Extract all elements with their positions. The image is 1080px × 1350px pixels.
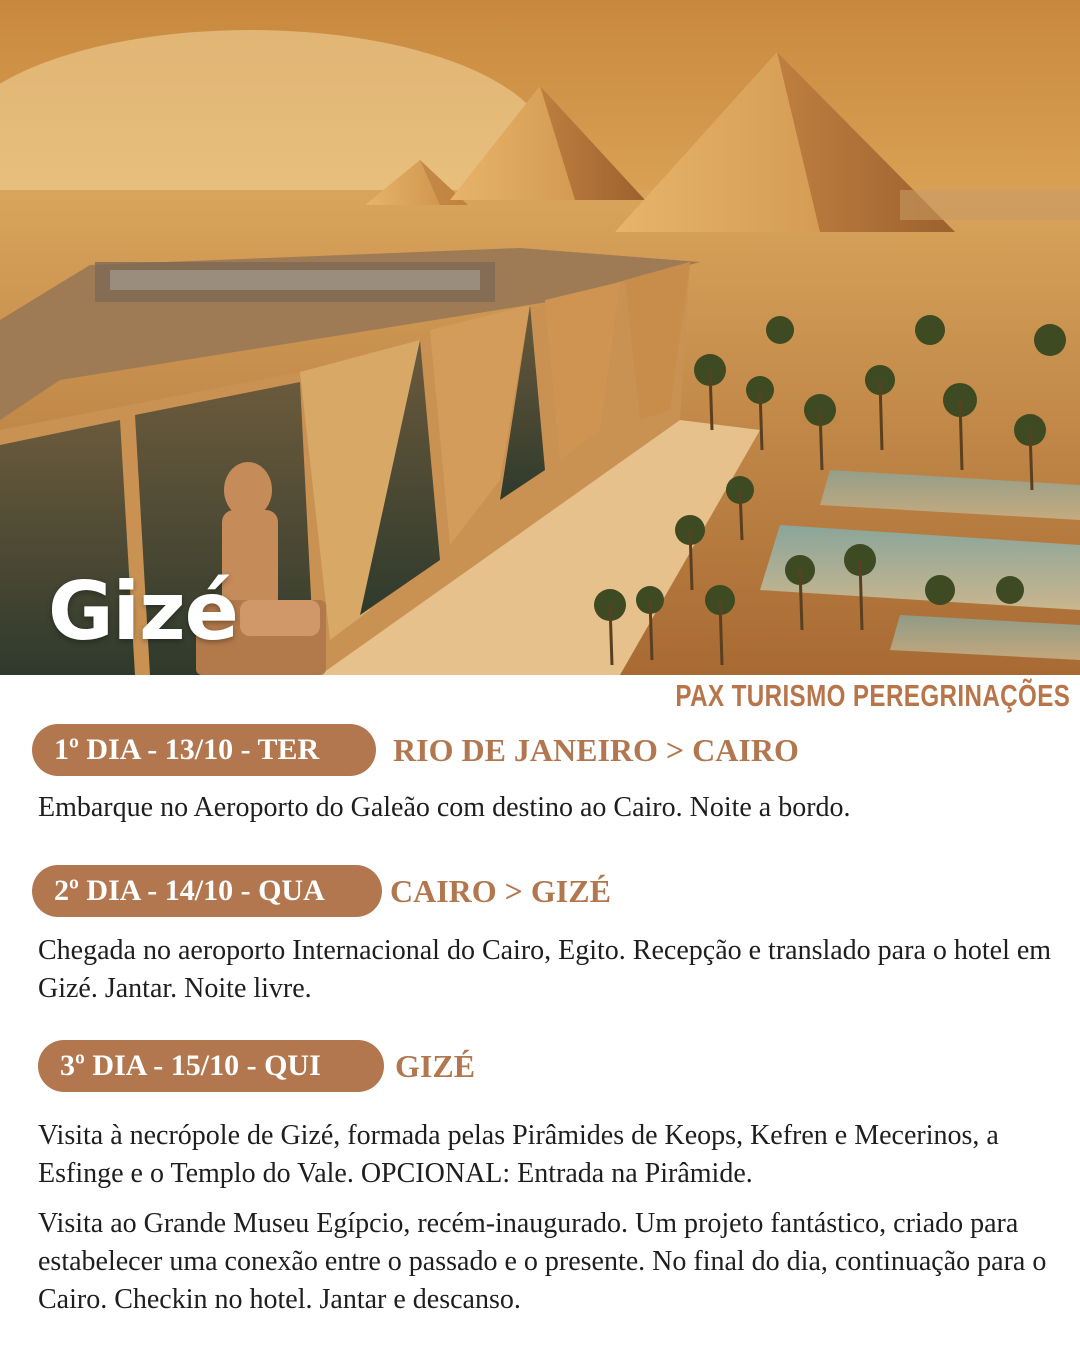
- day-2-badge: 2º DIA - 14/10 - QUA: [32, 865, 382, 917]
- day-1-route: RIO DE JANEIRO > CAIRO: [393, 732, 799, 768]
- day-2-description: Chegada no aeroporto Internacional do Cairo, Egito. Recepção e translado para o hotel em Gizé. Jantar. Noite livre.: [38, 935, 1052, 1004]
- day-3-description-1: Visita à necrópole de Gizé, formada pelas Pirâmides de Keops, Kefren e Mecerinos, a Esfinge e o Templo do Vale. OPCIONAL: Entrada na Pirâmide.: [38, 1120, 999, 1189]
- day-3-badge: 3º DIA - 15/10 - QUI: [38, 1040, 384, 1092]
- day-1-description: Embarque no Aeroporto do Galeão com destino ao Cairo. Noite a bordo.: [38, 792, 851, 823]
- day-1-badge: 1º DIA - 13/10 - TER: [32, 724, 376, 776]
- day-2-route: CAIRO > GIZÉ: [390, 873, 611, 909]
- destination-title: Gizé: [48, 565, 238, 658]
- day-3-description-2: Visita ao Grande Museu Egípcio, recém-inaugurado. Um projeto fantástico, criado para estabelecer uma conexão entre o passado e o presente. No final do dia, continuação para o Cairo. Checkin no hotel. Jantar e descanso.: [38, 1208, 1047, 1315]
- brand-name: PAX TURISMO PEREGRINAÇÕES: [675, 678, 1070, 713]
- day-3-route: GIZÉ: [395, 1048, 476, 1084]
